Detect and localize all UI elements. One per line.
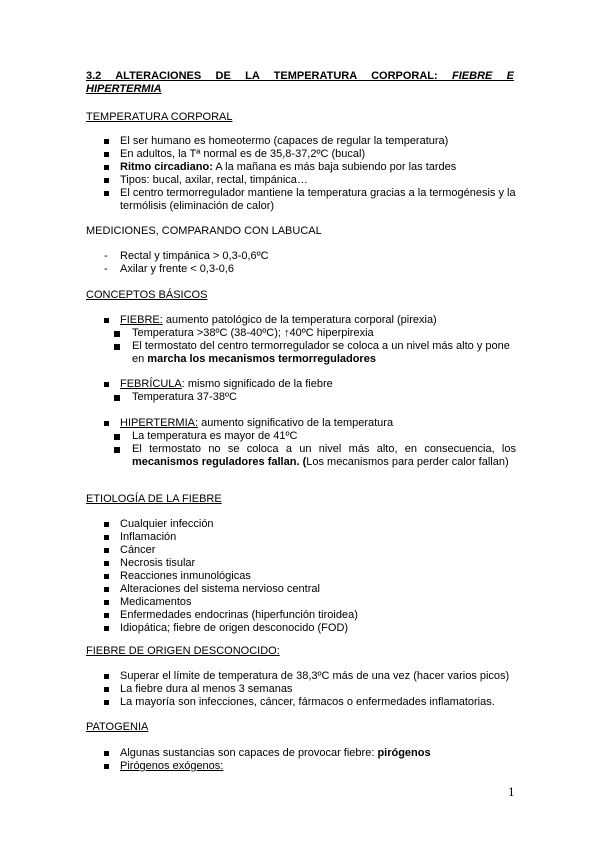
list-item: - Rectal y timpánica > 0,3-0,6ºC bbox=[86, 250, 269, 263]
list-item-febricula: FEBRÍCULA: mismo significado de la fiebre Temperatura 37-38ºC bbox=[86, 378, 516, 404]
sub-list-item: Temperatura >38ºC (38-40ºC); ↑40ºC hiperpirexia bbox=[86, 327, 516, 340]
list-item: La mayoría son infecciones, cáncer, fármacos o enfermedades inflamatorias. bbox=[86, 696, 516, 709]
list-item: Ritmo circadiano: A la mañana es más baja subiendo por las tardes bbox=[86, 161, 516, 174]
list-patogenia bbox=[86, 747, 516, 773]
list-item: La fiebre dura al menos 3 semanas bbox=[86, 683, 516, 696]
list-item-hipertermia: HIPERTERMIA: aumento significativo de la temperatura La temperatura es mayor de 41ºC El termostato no se coloca a un nivel más alto, en consecuencia, los mecanismos reguladores fallan. (Los mecanismos para perder calor fallan) bbox=[86, 417, 516, 469]
sub-list-item: El termostato del centro termorregulador se coloca a un nivel más alto y pone en marcha los mecanismos termorreguladores bbox=[86, 340, 516, 366]
list-item: Algunas sustancias son capaces de provocar fiebre: pirógenos bbox=[86, 747, 516, 760]
page-number: 1 bbox=[508, 784, 515, 799]
list-mediciones bbox=[86, 250, 269, 276]
heading-etiologia: ETIOLOGÍA DE LA FIEBRE bbox=[86, 493, 222, 505]
list-item: Pirógenos exógenos: bbox=[86, 760, 516, 773]
sub-list-item: El termostato no se coloca a un nivel más alto, en consecuencia, los mecanismos reguladores fallan. (Los mecanismos para perder calor fallan) bbox=[86, 443, 516, 469]
list-item: Enfermedades endocrinas (hiperfunción tiroidea) bbox=[86, 609, 516, 622]
heading-mediciones: MEDICIONES, COMPARANDO CON LABUCAL bbox=[86, 225, 322, 237]
heading-patogenia: PATOGENIA bbox=[86, 721, 149, 733]
list-hipertermia bbox=[86, 417, 516, 469]
list-item: Idiopática; fiebre de origen desconocido (FOD) bbox=[86, 622, 516, 635]
list-item: En adultos, la Tª normal es de 35,8-37,2ºC (bucal) bbox=[86, 148, 516, 161]
list-item: Cáncer bbox=[86, 544, 516, 557]
list-item: El centro termorregulador mantiene la temperatura gracias a la termogénesis y la termólisis (eliminación de calor) bbox=[86, 187, 516, 213]
heading-temperatura-corporal: TEMPERATURA CORPORAL bbox=[86, 111, 233, 123]
section-title-line2: HIPERTERMIA bbox=[86, 83, 162, 95]
list-item: Reacciones inmunológicas bbox=[86, 570, 516, 583]
list-item: Tipos: bucal, axilar, rectal, timpánica… bbox=[86, 174, 516, 187]
list-item: Alteraciones del sistema nervioso central bbox=[86, 583, 516, 596]
sublist-febricula bbox=[86, 391, 516, 404]
section-title: 3.2 ALTERACIONES DE LA TEMPERATURA CORPORAL: FIEBRE E bbox=[86, 70, 515, 82]
list-item: - Axilar y frente < 0,3-0,6 bbox=[86, 263, 269, 276]
list-temperatura bbox=[86, 135, 516, 213]
heading-conceptos-basicos: CONCEPTOS BÁSICOS bbox=[86, 289, 208, 301]
sublist-hipertermia bbox=[86, 430, 516, 469]
list-etiologia bbox=[86, 518, 516, 635]
sublist-fiebre bbox=[86, 327, 516, 366]
sub-list-item: Temperatura 37-38ºC bbox=[86, 391, 516, 404]
list-item: Inflamación bbox=[86, 531, 516, 544]
list-item-fiebre: FIEBRE: aumento patológico de la temperatura corporal (pirexia) Temperatura >38ºC (38-40ºC); ↑40ºC hiperpirexia El termostato del centro termorregulador se coloca a un nivel más alto y pone en marcha los mecanismos termorreguladores bbox=[86, 314, 516, 366]
heading-fod: FIEBRE DE ORIGEN DESCONOCIDO: bbox=[86, 645, 280, 657]
list-item: Necrosis tisular bbox=[86, 557, 516, 570]
list-fiebre bbox=[86, 314, 516, 366]
sub-list-item: La temperatura es mayor de 41ºC bbox=[86, 430, 516, 443]
list-item: Cualquier infección bbox=[86, 518, 516, 531]
list-item: El ser humano es homeotermo (capaces de regular la temperatura) bbox=[86, 135, 516, 148]
list-item: Medicamentos bbox=[86, 596, 516, 609]
list-item: Superar el límite de temperatura de 38,3ºC más de una vez (hacer varios picos) bbox=[86, 670, 516, 683]
list-fod bbox=[86, 670, 516, 709]
list-febricula bbox=[86, 378, 516, 404]
